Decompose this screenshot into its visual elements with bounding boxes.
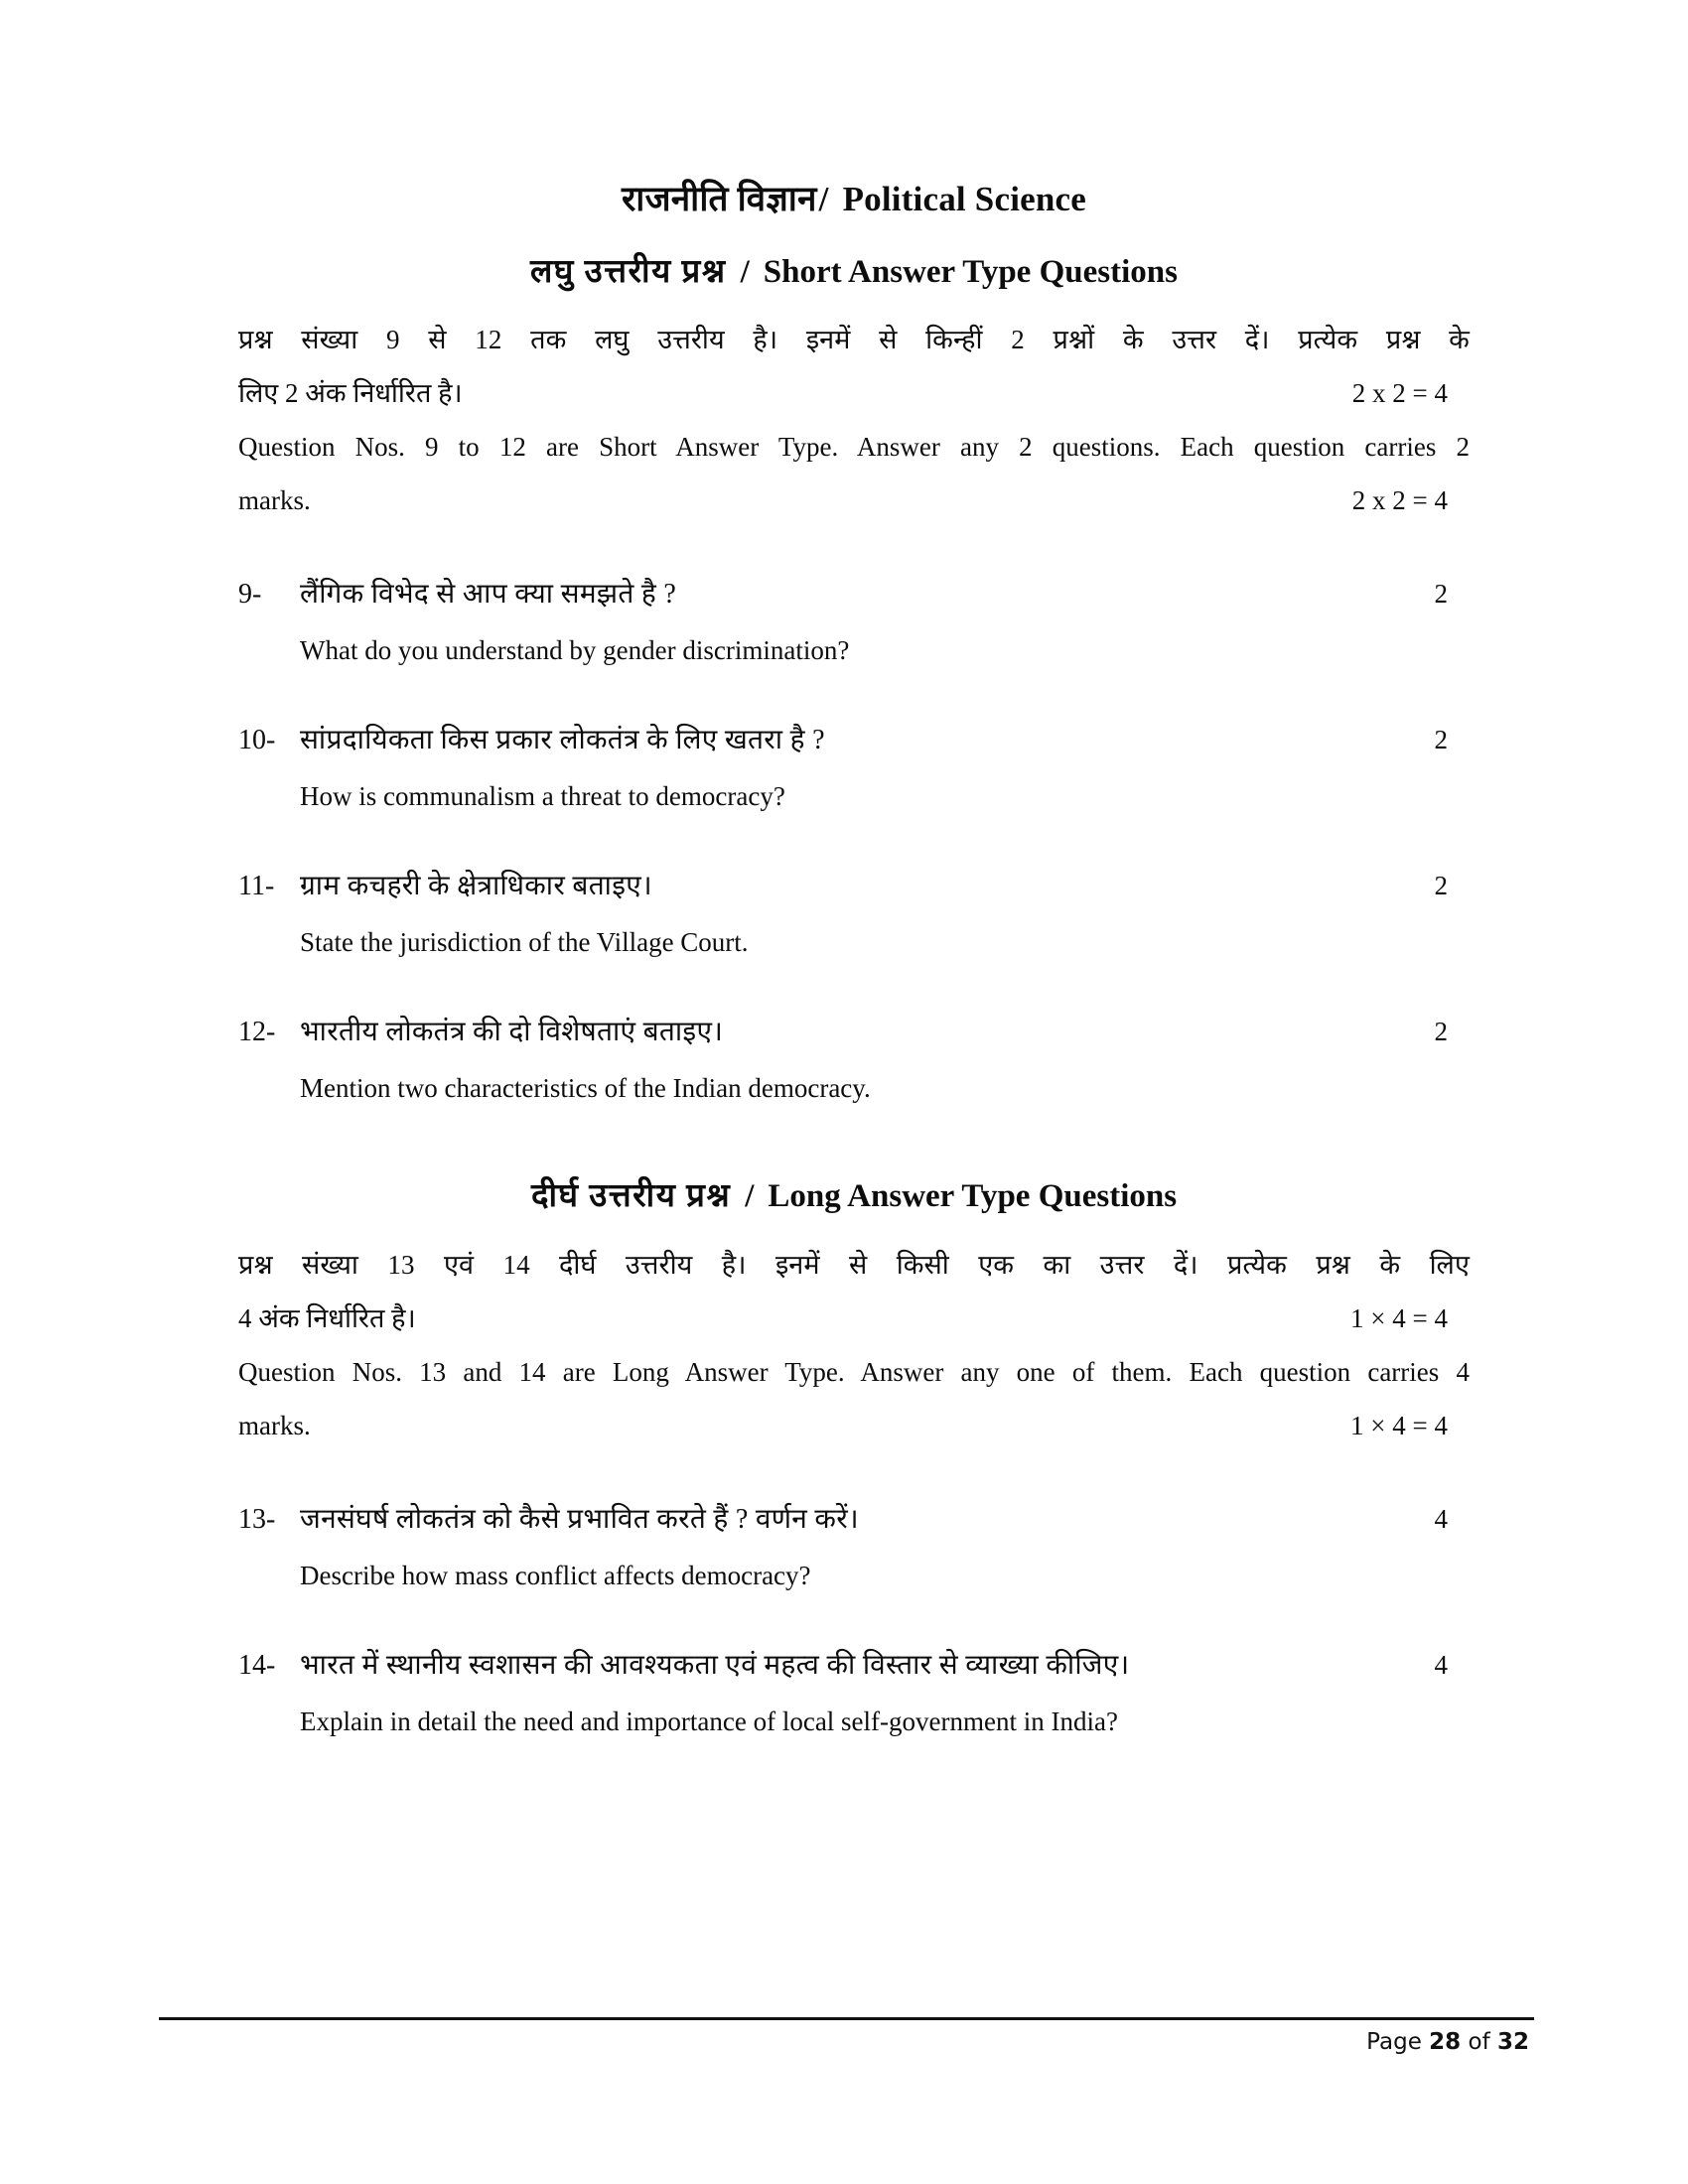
question-item [238, 571, 1470, 673]
footer-page-number: 28 [1429, 2029, 1462, 2055]
long-answer-instruction-hindi-line1: प्रश्न संख्या 13 एवं 14 दीर्घ उत्तरीय है। इनमें से किसी एक का उत्तर दें। प्रत्येक प्रश्न के लिए [238, 1249, 1470, 1280]
question-marks: 2 [1434, 725, 1448, 755]
question-text-english: Explain in detail the need and importance of local self-government in India? [300, 1706, 1118, 1736]
long-answer-heading-separator: / [745, 1178, 755, 1215]
long-answer-instruction-english-line1: Question Nos. 13 and 14 are Long Answer Type. Answer any one of them. Each question carries 4 [238, 1356, 1470, 1387]
footer-page-label: Page [1366, 2029, 1422, 2055]
question-heading-row [238, 1496, 1470, 1543]
question-marks: 2 [1434, 579, 1448, 610]
question-heading-row [238, 571, 1470, 617]
question-number: 13- [238, 1503, 276, 1535]
question-text-english: Describe how mass conflict affects democracy? [300, 1560, 811, 1590]
question-marks: 2 [1434, 871, 1448, 901]
question-text-hindi: ग्राम कचहरी के क्षेत्राधिकार बताइए। [300, 871, 652, 902]
footer-divider [159, 2017, 1534, 2020]
short-answer-instruction-english-marks: 2 x 2 = 4 [1351, 485, 1448, 516]
title-separator: / [818, 180, 829, 218]
question-text-english: State the jurisdiction of the Village Court. [300, 927, 749, 958]
long-answer-heading-english: Long Answer Type Questions [768, 1178, 1178, 1215]
long-answer-heading-hindi: दीर्घ उत्तरीय प्रश्न [530, 1178, 732, 1215]
footer-of-label: of [1468, 2029, 1490, 2055]
subject-title-english: Political Science [842, 180, 1086, 218]
section-spacer [238, 1111, 1470, 1176]
question-item [238, 717, 1470, 819]
footer-total-pages: 32 [1496, 2029, 1529, 2055]
question-heading-row [238, 717, 1470, 763]
question-heading-row [238, 1009, 1470, 1055]
short-answer-heading-english: Short Answer Type Questions [763, 254, 1178, 290]
question-number: 12- [238, 1017, 276, 1048]
question-item [238, 1009, 1470, 1111]
subject-title-hindi: राजनीति विज्ञान [621, 180, 817, 218]
question-number: 9- [238, 579, 262, 611]
short-answer-heading-hindi: लघु उत्तरीय प्रश्न [530, 254, 727, 290]
short-answer-instruction-hindi-marks: 2 x 2 = 4 [1351, 378, 1448, 409]
long-answer-instruction-hindi-line2-row [238, 1292, 1470, 1345]
question-item [238, 863, 1470, 965]
question-marks: 2 [1434, 1017, 1448, 1047]
question-heading-row [238, 863, 1470, 909]
long-answer-instruction-hindi-marks: 1 × 4 = 4 [1350, 1302, 1448, 1333]
long-answer-instruction-hindi-line2: 4 अंक निर्धारित है। [238, 1302, 416, 1333]
question-text-hindi: सांप्रदायिकता किस प्रकार लोकतंत्र के लिए खतरा है ? [300, 725, 825, 756]
short-answer-instructions [238, 313, 1470, 527]
long-answer-instruction-english-line2: marks. [238, 1410, 311, 1440]
question-text-hindi: भारतीय लोकतंत्र की दो विशेषताएं बताइए। [300, 1017, 724, 1048]
question-number: 14- [238, 1649, 276, 1681]
short-answer-instruction-hindi-line2: लिए 2 अंक निर्धारित है। [238, 378, 463, 409]
question-item [238, 1496, 1470, 1598]
question-text-english: What do you understand by gender discrimination? [300, 635, 850, 666]
long-answer-instruction-english-line2-row [238, 1399, 1470, 1452]
short-answer-instruction-hindi-line2-row [238, 366, 1470, 420]
short-answer-instruction-hindi-line1: प्रश्न संख्या 9 से 12 तक लघु उत्तरीय है। इनमें से किन्हीं 2 प्रश्नों के उत्तर दें। प्रत्येक प्रश्न के [238, 325, 1470, 355]
question-number: 10- [238, 725, 276, 756]
short-answer-instruction-english-line1: Question Nos. 9 to 12 are Short Answer Type. Answer any 2 questions. Each question carries 2 [238, 432, 1470, 463]
question-marks: 4 [1434, 1649, 1448, 1680]
question-marks: 4 [1434, 1503, 1448, 1534]
short-answer-instruction-english-line2-row [238, 474, 1470, 527]
long-answer-section-heading [238, 1176, 1470, 1217]
long-answer-instructions [238, 1238, 1470, 1452]
short-answer-heading-separator: / [740, 254, 750, 290]
question-text-hindi: भारत में स्थानीय स्वशासन की आवश्यकता एवं महत्व की विस्तार से व्याख्या कीजिए। [300, 1649, 1130, 1681]
question-text-hindi: लैंगिक विभेद से आप क्या समझते है ? [300, 579, 677, 611]
question-number: 11- [238, 871, 275, 902]
question-text-english: Mention two characteristics of the Indian democracy. [300, 1073, 871, 1104]
question-text-english: How is communalism a threat to democracy? [300, 781, 785, 812]
question-text-hindi: जनसंघर्ष लोकतंत्र को कैसे प्रभावित करते हैं ? वर्णन करें। [300, 1503, 859, 1535]
long-answer-instruction-english-marks: 1 × 4 = 4 [1350, 1410, 1448, 1440]
question-item [238, 1642, 1470, 1744]
question-heading-row [238, 1642, 1470, 1689]
short-answer-section-heading [238, 252, 1470, 293]
page-title [238, 179, 1470, 220]
page-content [238, 0, 1470, 1744]
short-answer-instruction-english-line2: marks. [238, 485, 311, 516]
page-footer [1366, 2029, 1529, 2055]
